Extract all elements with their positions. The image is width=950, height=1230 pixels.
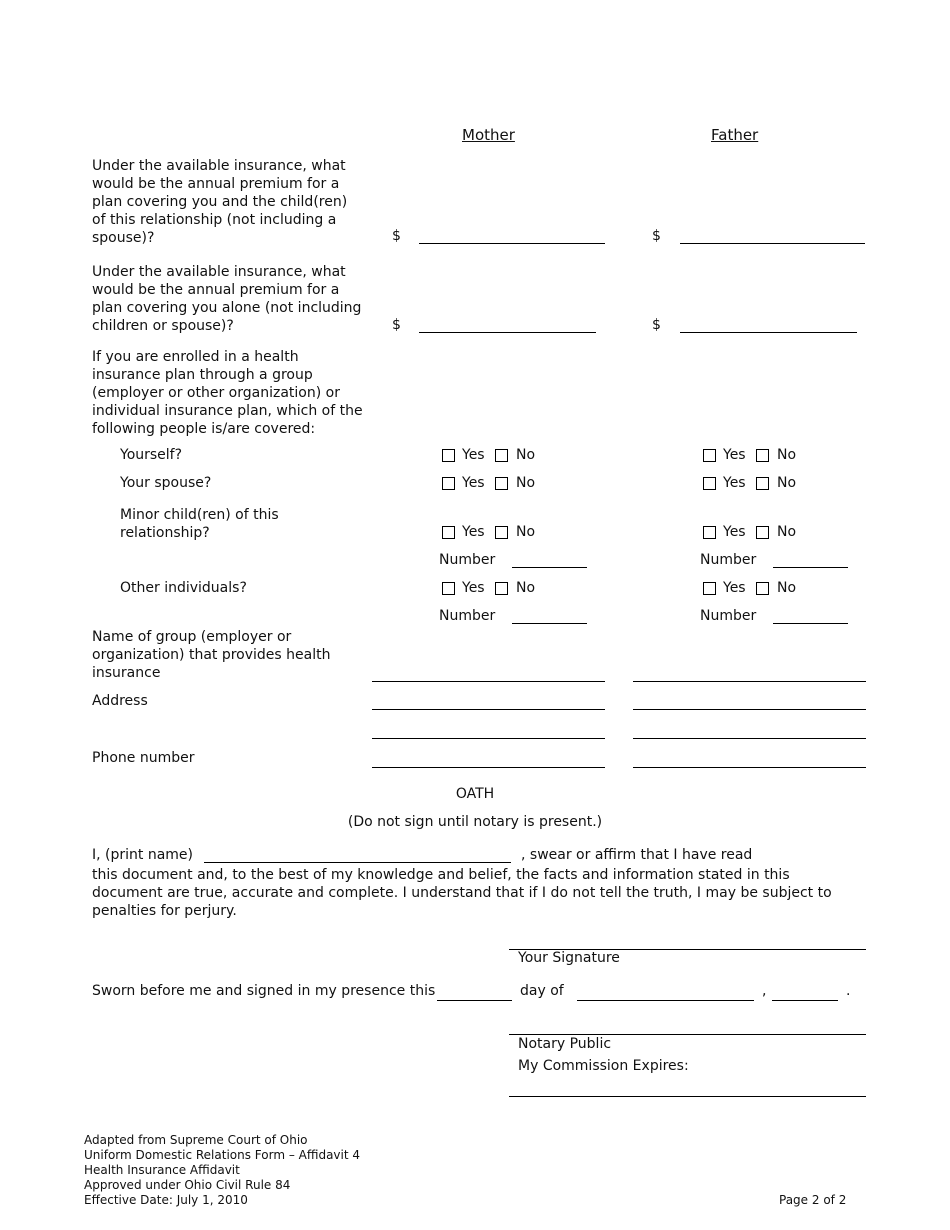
father-address-field-1[interactable] (633, 709, 866, 710)
yes-label: Yes (723, 524, 746, 540)
no-label: No (777, 475, 797, 491)
covered-yourself-label: Yourself? (120, 447, 183, 463)
father-yourself-no-checkbox[interactable] (756, 449, 769, 462)
footer-line: Approved under Ohio Civil Rule 84 (84, 1178, 291, 1192)
comma-separator: , (762, 983, 767, 999)
mother-other-number-field[interactable] (512, 623, 587, 624)
yes-label: Yes (462, 524, 485, 540)
premium-with-children-question: Under the available insurance, what would be the annual premium for a plan covering you and the child(ren) of this relationship (not including a spouse)? (92, 158, 348, 246)
yes-label: Yes (723, 580, 746, 596)
notary-signature-line[interactable] (509, 1034, 866, 1035)
sworn-day-field[interactable] (437, 1000, 512, 1001)
father-currency-sign: $ (652, 228, 661, 244)
mother-premium-alone-field[interactable] (419, 332, 596, 333)
page-number: Page 2 of 2 (779, 1193, 847, 1207)
footer-line: Effective Date: July 1, 2010 (84, 1193, 248, 1207)
footer-line: Adapted from Supreme Court of Ohio (84, 1133, 308, 1147)
no-label: No (777, 580, 797, 596)
covered-minor-children-label: Minor child(ren) of this relationship? (120, 507, 279, 541)
father-premium-with-children-field[interactable] (680, 243, 865, 244)
signature-label: Your Signature (518, 950, 620, 966)
mother-spouse-yes-checkbox[interactable] (442, 477, 455, 490)
covered-spouse-label: Your spouse? (120, 475, 212, 491)
father-phone-field[interactable] (633, 767, 866, 768)
father-premium-alone-field[interactable] (680, 332, 857, 333)
mother-yourself-yes-checkbox[interactable] (442, 449, 455, 462)
footer-info (84, 1133, 360, 1208)
mother-children-number-field[interactable] (512, 567, 587, 568)
mother-address-field-2[interactable] (372, 738, 605, 739)
mother-group-name-field[interactable] (372, 681, 605, 682)
sworn-year-field[interactable] (772, 1000, 838, 1001)
mother-premium-with-children-field[interactable] (419, 243, 605, 244)
no-label: No (777, 447, 797, 463)
sworn-text: Sworn before me and signed in my presence this (92, 983, 436, 999)
number-label: Number (700, 608, 757, 624)
number-label: Number (439, 608, 496, 624)
father-yourself-yes-checkbox[interactable] (703, 449, 716, 462)
group-name-label: Name of group (employer or organization) that provides health insurance (92, 629, 331, 681)
period-mark: . (846, 983, 851, 999)
notary-label: Notary Public (518, 1036, 612, 1052)
commission-expires-line[interactable] (509, 1096, 866, 1097)
oath-body: this document and, to the best of my knowledge and belief, the facts and information stated in this document are true, accurate and complete. I understand that if I do not tell the truth, I may be subject to penalties for perjury. (92, 867, 832, 919)
enrolled-question: If you are enrolled in a health insurance plan through a group (employer or other organization) or individual insurance plan, which of the following people is/are covered: (92, 349, 363, 437)
no-label: No (777, 524, 797, 540)
no-label: No (516, 475, 536, 491)
no-label: No (516, 447, 536, 463)
no-label: No (516, 524, 536, 540)
swear-text: , swear or affirm that I have read (521, 847, 753, 863)
mother-other-no-checkbox[interactable] (495, 582, 508, 595)
premium-alone-question: Under the available insurance, what would be the annual premium for a plan covering you alone (not including children or spouse)? (92, 264, 362, 334)
father-children-number-field[interactable] (773, 567, 848, 568)
mother-address-field-1[interactable] (372, 709, 605, 710)
footer-line: Uniform Domestic Relations Form – Affidavit 4 (84, 1148, 361, 1162)
number-label: Number (700, 552, 757, 568)
father-other-yes-checkbox[interactable] (703, 582, 716, 595)
address-label: Address (92, 693, 148, 709)
mother-children-no-checkbox[interactable] (495, 526, 508, 539)
father-spouse-yes-checkbox[interactable] (703, 477, 716, 490)
mother-currency-sign: $ (392, 228, 401, 244)
sworn-month-field[interactable] (577, 1000, 754, 1001)
oath-title: OATH (455, 786, 495, 802)
yes-label: Yes (462, 447, 485, 463)
phone-label: Phone number (92, 750, 195, 766)
mother-children-yes-checkbox[interactable] (442, 526, 455, 539)
father-other-number-field[interactable] (773, 623, 848, 624)
oath-note: (Do not sign until notary is present.) (347, 814, 603, 830)
day-of-label: day of (520, 983, 564, 999)
father-address-field-2[interactable] (633, 738, 866, 739)
mother-other-yes-checkbox[interactable] (442, 582, 455, 595)
father-column-header: Father (711, 126, 759, 144)
mother-yourself-no-checkbox[interactable] (495, 449, 508, 462)
commission-label: My Commission Expires: (518, 1058, 689, 1074)
yes-label: Yes (723, 447, 746, 463)
yes-label: Yes (723, 475, 746, 491)
print-name-label: I, (print name) (92, 847, 194, 863)
father-children-yes-checkbox[interactable] (703, 526, 716, 539)
covered-other-label: Other individuals? (120, 580, 247, 596)
mother-column-header: Mother (462, 126, 515, 144)
father-other-no-checkbox[interactable] (756, 582, 769, 595)
footer-line: Health Insurance Affidavit (84, 1163, 240, 1177)
father-spouse-no-checkbox[interactable] (756, 477, 769, 490)
no-label: No (516, 580, 536, 596)
yes-label: Yes (462, 475, 485, 491)
mother-spouse-no-checkbox[interactable] (495, 477, 508, 490)
yes-label: Yes (462, 580, 485, 596)
print-name-field[interactable] (204, 862, 511, 863)
number-label: Number (439, 552, 496, 568)
mother-phone-field[interactable] (372, 767, 605, 768)
father-group-name-field[interactable] (633, 681, 866, 682)
mother-currency-sign: $ (392, 317, 401, 333)
father-children-no-checkbox[interactable] (756, 526, 769, 539)
father-currency-sign: $ (652, 317, 661, 333)
